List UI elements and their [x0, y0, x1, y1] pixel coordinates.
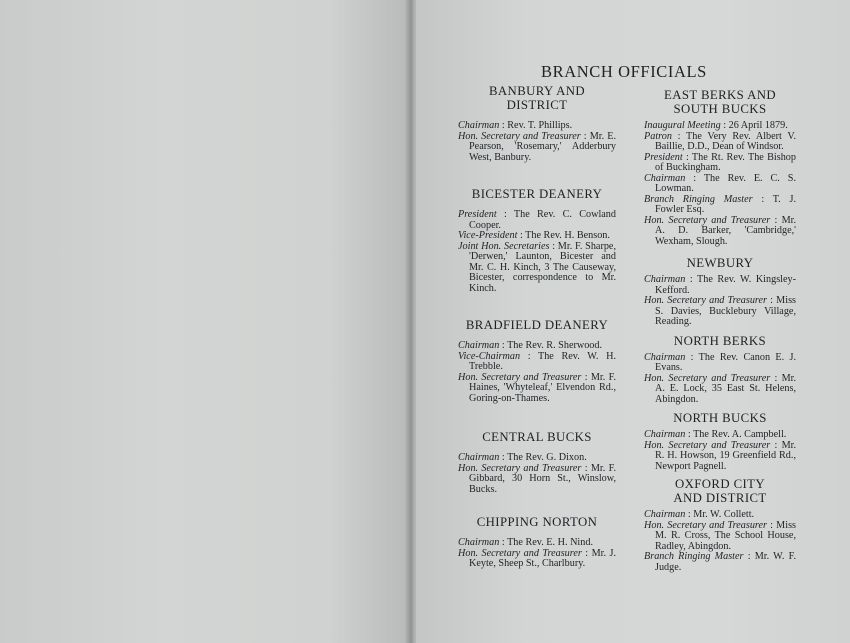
- branch-title-line: BRADFIELD DEANERY: [465, 318, 609, 332]
- official-details: : The Rev. G. Dixon.: [499, 452, 587, 463]
- official-details: : T. J. Fowler Esq.: [655, 193, 796, 215]
- official-entry: [458, 210, 616, 231]
- branch-title: [458, 515, 616, 529]
- official-role: Branch Ringing Master: [644, 193, 753, 205]
- official-details: : The Rev. E. H. Nind.: [499, 537, 593, 548]
- official-role: Chairman: [458, 452, 500, 463]
- official-entry: [458, 464, 616, 496]
- branch-section: [458, 318, 616, 404]
- official-details: : Mr. R. H. Howson, 19 Greenfield Rd., Newport Pagnell.: [655, 439, 797, 472]
- official-entry: [644, 174, 796, 195]
- official-details: : The Rev. H. Benson.: [517, 230, 610, 241]
- official-details: : The Rev. R. Sherwood.: [499, 340, 603, 351]
- branch-title-line: OXFORD CITY: [674, 477, 766, 491]
- branch-section: [644, 334, 796, 406]
- branch-title: [458, 318, 616, 332]
- official-details: : The Rev. Canon E. J. Evans.: [655, 351, 796, 373]
- official-role: Hon. Secretary and Treasurer: [458, 130, 581, 142]
- branch-title-line: NORTH BERKS: [673, 333, 767, 348]
- branch-title: [458, 84, 616, 112]
- official-role: Chairman: [458, 537, 500, 548]
- official-role: Hon. Secretary and Treasurer: [458, 462, 582, 474]
- branch-title-line: NORTH BUCKS: [673, 411, 767, 425]
- official-entry: [644, 153, 796, 174]
- branch-section: [644, 477, 796, 573]
- official-role: Chairman: [458, 120, 500, 131]
- branch-title: [458, 187, 616, 201]
- branch-title: [458, 430, 616, 444]
- official-entry: [644, 552, 796, 573]
- official-role: Hon. Secretary and Treasurer: [644, 519, 767, 531]
- branch-title: [644, 88, 796, 116]
- branch-title: [644, 411, 796, 425]
- official-role: Hon. Secretary and Treasurer: [644, 214, 771, 226]
- official-entry: [644, 195, 796, 216]
- official-entry: [458, 242, 616, 295]
- official-role: President: [644, 151, 683, 163]
- official-role: Joint Hon. Secretaries: [458, 240, 550, 252]
- official-details: : Miss M. R. Cross, The School House, Radley, Abingdon.: [655, 519, 796, 552]
- official-details: : The Rev. C. Cowland Cooper.: [469, 209, 616, 231]
- official-role: Chairman: [644, 351, 686, 363]
- left-column: [458, 84, 616, 570]
- branch-title-line: BICESTER DEANERY: [471, 187, 603, 201]
- official-role: Vice-President: [458, 230, 518, 241]
- official-details: : Mr. A. D. Barker, 'Cambridge,' Wexham, Slough.: [655, 214, 797, 247]
- right-column: [644, 88, 796, 573]
- branch-section: [458, 187, 616, 294]
- official-details: : Mr. J. Keyte, Sheep St., Charlbury.: [469, 547, 616, 569]
- official-entry: [644, 132, 796, 153]
- official-details: : Mr. F. Sharpe, 'Derwen,' Launton, Bicester and Mr. C. H. Kinch, 3 The Causeway, Bicester, correspondence to Mr. Kinch.: [469, 240, 617, 294]
- official-role: Hon. Secretary and Treasurer: [644, 372, 771, 384]
- official-details: : 26 April 1879.: [720, 120, 788, 131]
- branch-title-line: CHIPPING NORTON: [476, 515, 598, 529]
- official-entry: [644, 521, 796, 553]
- official-details: : Miss S. Davies, Bucklebury Village, Reading.: [655, 295, 796, 327]
- branch-title: [644, 477, 796, 505]
- branch-section: [644, 88, 796, 247]
- official-entry: [644, 353, 796, 374]
- official-entry: [458, 352, 616, 373]
- branch-title: [644, 256, 796, 270]
- official-role: Chairman: [644, 172, 686, 184]
- official-role: Inaugural Meeting: [644, 120, 721, 131]
- branch-section: [644, 256, 796, 328]
- official-entry: [458, 373, 616, 405]
- official-entry: [644, 275, 796, 296]
- left-page: [0, 0, 410, 643]
- official-role: Chairman: [644, 509, 686, 520]
- official-details: : The Very Rev. Albert V. Baillie, D.D., Dean of Windsor.: [655, 130, 796, 152]
- branch-title-line: NEWBURY: [686, 256, 754, 270]
- official-details: : Mr. W. F. Judge.: [655, 551, 796, 573]
- official-details: : The Rev. E. C. S. Lowman.: [655, 172, 796, 194]
- branch-title-line: SOUTH BUCKS: [673, 102, 767, 116]
- branch-section: [458, 515, 616, 570]
- official-entry: [644, 441, 796, 473]
- official-role: Hon. Secretary and Treasurer: [644, 439, 771, 451]
- branch-section: [458, 84, 616, 163]
- official-entry: [458, 549, 616, 570]
- official-role: Hon. Secretary and Treasurer: [644, 295, 767, 306]
- official-details: : The Rev. A. Campbell.: [685, 429, 787, 440]
- official-role: Branch Ringing Master: [644, 551, 744, 562]
- official-details: : The Rev. W. Kingsley-Kefford.: [655, 274, 796, 296]
- official-details: : The Rt. Rev. The Bishop of Buckingham.: [655, 151, 796, 173]
- official-role: Chairman: [644, 429, 686, 440]
- official-role: Hon. Secretary and Treasurer: [458, 371, 582, 383]
- branch-section: [458, 430, 616, 495]
- branch-title-line: AND DISTRICT: [673, 491, 767, 505]
- branch-title-line: EAST BERKS AND: [663, 88, 777, 102]
- official-details: : Rev. T. Phillips.: [499, 120, 573, 131]
- official-entry: [644, 374, 796, 406]
- official-role: Patron: [644, 130, 672, 142]
- official-role: Chairman: [458, 340, 500, 351]
- official-entry: [644, 296, 796, 328]
- page-heading: BRANCH OFFICIALS: [541, 62, 707, 81]
- official-details: : Mr. F. Haines, 'Whyteleaf,' Elvendon Rd., Goring-on-Thames.: [469, 371, 616, 404]
- official-details: : Mr. E. Pearson, 'Rosemary,' Adderbury West, Banbury.: [469, 130, 616, 163]
- official-details: : Mr. W. Collett.: [685, 509, 755, 520]
- official-details: : The Rev. W. H. Trebble.: [469, 350, 616, 372]
- branch-section: [644, 411, 796, 472]
- official-role: President: [458, 209, 497, 220]
- branch-title: [644, 334, 796, 348]
- official-entry: [458, 132, 616, 164]
- official-role: Vice-Chairman: [458, 350, 521, 362]
- official-entry: [644, 216, 796, 248]
- branch-title-line: BANBURY AND: [488, 84, 585, 98]
- official-role: Hon. Secretary and Treasurer: [458, 547, 582, 559]
- official-details: : Mr. A. E. Lock, 35 East St. Helens, Abingdon.: [655, 372, 797, 405]
- official-details: : Mr. F. Gibbard, 30 Horn St., Winslow, Bucks.: [469, 462, 616, 495]
- branch-title-line: CENTRAL BUCKS: [482, 430, 592, 444]
- official-role: Chairman: [644, 274, 686, 285]
- branch-title-line: DISTRICT: [506, 98, 568, 112]
